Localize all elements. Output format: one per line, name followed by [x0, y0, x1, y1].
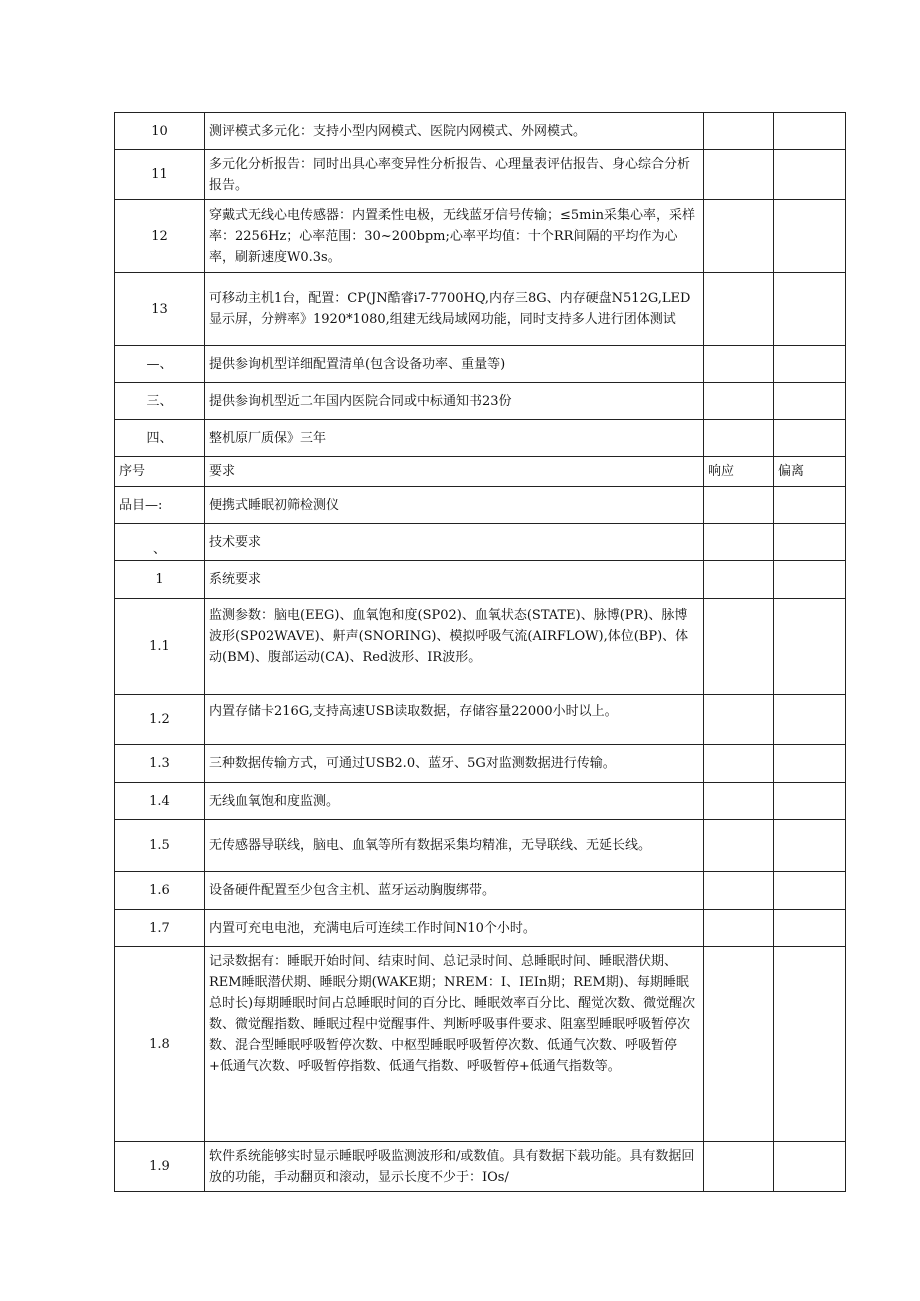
- section-title: 技术要求: [205, 524, 704, 561]
- table-row: [115, 420, 846, 457]
- table-row: [115, 820, 846, 872]
- table-row: [115, 346, 846, 383]
- row-number: 1.9: [115, 1142, 205, 1192]
- response-cell: [704, 113, 774, 150]
- row-number: 三、: [115, 383, 205, 420]
- response-cell: [704, 820, 774, 872]
- header-seq: 序号: [115, 457, 205, 487]
- row-number: 11: [115, 150, 205, 200]
- row-requirement: 可移动主机1台，配置：CP(JN酷睿i7-7700HQ,内存三8G、内存硬盘N512G,LED显示屏，分辨率》1920*1080,组建无线局域网功能，同时支持多人进行团体测试: [205, 273, 704, 346]
- row-number: 1.6: [115, 872, 205, 910]
- header-deviation: 偏离: [774, 457, 846, 487]
- deviation-cell: [774, 599, 846, 695]
- row-number: 1.3: [115, 745, 205, 783]
- deviation-cell: [774, 383, 846, 420]
- table-row: [115, 200, 846, 273]
- table-row: [115, 150, 846, 200]
- deviation-cell: [774, 561, 846, 599]
- table-row: [115, 872, 846, 910]
- response-cell: [704, 273, 774, 346]
- row-requirement: 测评模式多元化：支持小型内网模式、医院内网模式、外网模式。: [205, 113, 704, 150]
- item-name: 便携式睡眠初筛检测仪: [205, 487, 704, 524]
- deviation-cell: [774, 947, 846, 1142]
- response-cell: [704, 599, 774, 695]
- table-row: [115, 745, 846, 783]
- row-number: 12: [115, 200, 205, 273]
- deviation-cell: [774, 113, 846, 150]
- response-cell: [704, 150, 774, 200]
- deviation-cell: [774, 524, 846, 561]
- deviation-cell: [774, 783, 846, 820]
- deviation-cell: [774, 200, 846, 273]
- row-number: 1.4: [115, 783, 205, 820]
- table-row: [115, 383, 846, 420]
- row-requirement: 记录数据有：睡眠开始时间、结束时间、总记录时间、总睡眠时间、睡眠潜伏期、REM睡眠潜伏期、睡眠分期(WAKE期；NREM：I、IEIn期；REM期)、每期睡眠总时长)每期睡眠时间占总睡眠时间的百分比、睡眠效率百分比、醒觉次数、微觉醒次数、微觉醒指数、睡眠过程中觉醒事件、判断呼吸事件要求、阻塞型睡眠呼吸暂停次数、混合型睡眠呼吸暂停次数、中枢型睡眠呼吸暂停次数、低通气次数、呼吸暂停+低通气次数、呼吸暂停指数、低通气指数、呼吸暂停+低通气指数等。: [205, 947, 704, 1142]
- deviation-cell: [774, 910, 846, 947]
- row-number: 13: [115, 273, 205, 346]
- row-number: 1.1: [115, 599, 205, 695]
- response-cell: [704, 561, 774, 599]
- deviation-cell: [774, 487, 846, 524]
- table-row: [115, 947, 846, 1142]
- response-cell: [704, 383, 774, 420]
- response-cell: [704, 910, 774, 947]
- row-requirement: 提供参询机型近二年国内医院合同或中标通知书23份: [205, 383, 704, 420]
- response-cell: [704, 420, 774, 457]
- response-cell: [704, 783, 774, 820]
- header-response: 响应: [704, 457, 774, 487]
- deviation-cell: [774, 695, 846, 745]
- row-requirement: 系统要求: [205, 561, 704, 599]
- item-row: [115, 487, 846, 524]
- deviation-cell: [774, 420, 846, 457]
- row-number: 1.2: [115, 695, 205, 745]
- row-requirement: 设备硬件配置至少包含主机、蓝牙运动胸腹绑带。: [205, 872, 704, 910]
- deviation-cell: [774, 1142, 846, 1192]
- row-number: 1: [115, 561, 205, 599]
- row-requirement: 无线血氧饱和度监测。: [205, 783, 704, 820]
- row-requirement: 多元化分析报告：同时出具心率变异性分析报告、心理量表评估报告、身心综合分析报告。: [205, 150, 704, 200]
- table-row: [115, 561, 846, 599]
- header-row: [115, 457, 846, 487]
- response-cell: [704, 695, 774, 745]
- section-number: 、: [115, 524, 205, 561]
- response-cell: [704, 346, 774, 383]
- table-row: [115, 1142, 846, 1192]
- row-number: 1.7: [115, 910, 205, 947]
- deviation-cell: [774, 745, 846, 783]
- row-number: 1.8: [115, 947, 205, 1142]
- row-requirement: 提供参询机型详细配置清单(包含设备功率、重量等): [205, 346, 704, 383]
- row-requirement: 软件系统能够实时显示睡眠呼吸监测波形和/或数值。具有数据下载功能。具有数据回放的功能，手动翻页和滚动，显示长度不少于：IOs/: [205, 1142, 704, 1192]
- table-row: [115, 113, 846, 150]
- response-cell: [704, 745, 774, 783]
- row-requirement: 内置可充电电池，充满电后可连续工作时间N10个小时。: [205, 910, 704, 947]
- table-row: [115, 273, 846, 346]
- table-row: [115, 599, 846, 695]
- section-row: [115, 524, 846, 561]
- response-cell: [704, 524, 774, 561]
- response-cell: [704, 1142, 774, 1192]
- row-requirement: 三种数据传输方式，可通过USB2.0、蓝牙、5G对监测数据进行传输。: [205, 745, 704, 783]
- table-row: [115, 695, 846, 745]
- header-requirement: 要求: [205, 457, 704, 487]
- response-cell: [704, 487, 774, 524]
- table-row: [115, 910, 846, 947]
- row-requirement: 监测参数：脑电(EEG)、血氧饱和度(SP02)、血氧状态(STATE)、脉博(PR)、脉博波形(SP02WAVE)、鼾声(SNORING)、模拟呼吸气流(AIRFLOW),体位(BP)、体动(BM)、腹部运动(CA)、Red波形、IR波形。: [205, 599, 704, 695]
- deviation-cell: [774, 273, 846, 346]
- response-cell: [704, 947, 774, 1142]
- item-label: 品目—:: [115, 487, 205, 524]
- deviation-cell: [774, 150, 846, 200]
- deviation-cell: [774, 820, 846, 872]
- row-requirement: 内置存储卡216G,支持高速USB读取数据，存储容量22000小时以上。: [205, 695, 704, 745]
- row-number: 10: [115, 113, 205, 150]
- deviation-cell: [774, 872, 846, 910]
- deviation-cell: [774, 346, 846, 383]
- table-row: [115, 783, 846, 820]
- row-requirement: 整机原厂质保》三年: [205, 420, 704, 457]
- row-number: —、: [115, 346, 205, 383]
- response-cell: [704, 872, 774, 910]
- specification-table: [114, 112, 846, 1192]
- response-cell: [704, 200, 774, 273]
- row-requirement: 穿戴式无线心电传感器：内置柔性电极，无线蓝牙信号传输；≤5min采集心率，采样率：2256Hz；心率范围：30~200bpm;心率平均值：十个RR间隔的平均作为心率，刷新速度W0.3s。: [205, 200, 704, 273]
- row-number: 四、: [115, 420, 205, 457]
- row-number: 1.5: [115, 820, 205, 872]
- row-requirement: 无传感器导联线，脑电、血氧等所有数据采集均精准，无导联线、无延长线。: [205, 820, 704, 872]
